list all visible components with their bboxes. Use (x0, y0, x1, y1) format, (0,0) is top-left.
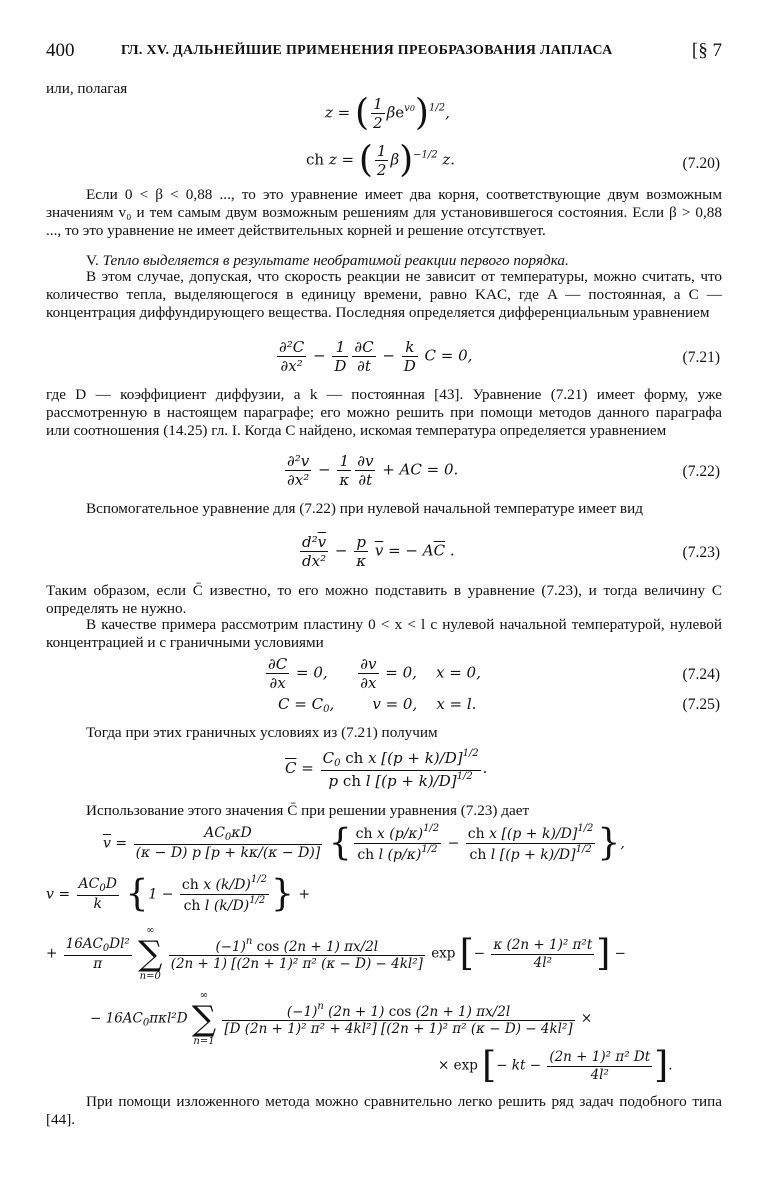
intro-text: или, полагая (46, 80, 128, 97)
equation-7-24: $\frac{\partial C}{\partial x}$ = 0, $\frac{\partial v}{\partial x}$ = 0, x = 0, (268, 655, 481, 692)
equation-number-7-24: (7.24) (682, 666, 720, 683)
paragraph-example: В качестве примера рассмотрим пластину 0 < x < l с нулевой начальной температурой, нулевой концентрацией и с граничными условиями (46, 616, 722, 652)
paragraph-use: Использование этого значения C̄ при решении уравнения (7.23) дает (86, 802, 530, 819)
paragraph-case: В этом случае, допуская, что скорость реакции не зависит от температуры, можно считать, что количество тепла, выделяющегося в единицу времени, равно KAC, где A — постоянная, а C — концентрация диффундирующего вещества. Последняя определяется дифференциальным уравнением (46, 268, 722, 322)
equation-7-22: $\frac{\text{∂²v}}{\text{∂x²}}$ − $\frac{1}{\kappa}$ $\frac{\partial v}{\partial t}$ + AC = 0. (287, 452, 459, 489)
equation-number-7-21: (7.21) (682, 349, 720, 366)
equation-7-21: $\frac{\text{∂²C}}{\text{∂x²}}$ − $\frac{1}{D}$ $\frac{\partial C}{\partial t}$ − $\frac{k}{D}$ C = 0, (279, 338, 473, 375)
paragraph-roots: Если 0 < β < 0,88 ..., то это уравнение имеет два корня, соответствующие двум возможным значениям v₀ и тем самым двум возможным решениям для установившегося состояния. Если β > 0,88 ..., то это уравнение не имеет действительных корней и решение отсутствует. (46, 186, 722, 240)
equation-c-bar: $\overline{C}$ = $\frac{C_0 ch x [(p + k)/D]^{1/2}}{p ch l [(p + k)/D]^{1/2}}$ . (285, 748, 488, 790)
case-v-number: V. (86, 252, 99, 269)
equation-number-7-23: (7.23) (682, 544, 720, 561)
chapter-title: ГЛ. XV. ДАЛЬНЕЙШИЕ ПРИМЕНЕНИЯ ПРЕОБРАЗОВАНИЯ ЛАПЛАСА (121, 43, 613, 58)
equation-number-7-20: (7.20) (682, 155, 720, 172)
paragraph-auxiliary: Вспомогательное уравнение для (7.22) при нулевой начальной температуре имеет вид (86, 500, 643, 517)
paragraph-final: При помощи изложенного метода можно сравнительно легко решить ряд задач подобного типа [44]. (46, 1093, 722, 1129)
running-header (46, 40, 722, 64)
paragraph-known: Таким образом, если C̄ известно, то его можно подставить в уравнение (7.23), и тогда величину C определять не нужно. (46, 582, 722, 618)
equation-v-bar: $\overline{v}$ = $\frac{AC_0\kappa D}{(\kappa - D) p [p + k\kappa/(\kappa - D)]}$ { $\frac{ch x (p/\kappa)^{1/2}}{ch l (p/\kappa)^{1/2}}$ − $\frac{ch x [(p + k)/D]^{1/2}}{ch l [(p + k)/D]^{1/2}}$ }, (103, 822, 625, 864)
paragraph-then: Тогда при этих граничных условиях из (7.21) получим (86, 724, 438, 741)
equation-v-line-4: × exp [− kt − $\frac{\text{(2n + 1)² π² Dt}}{\text{4l²}}$ ]. (438, 1045, 673, 1086)
equation-7-25: $C = C_0$, v = 0, x = l. (278, 695, 477, 715)
equation-v-line-3: − $16AC_0\pi\kappa l^2D$ ∞ ∑ n=1 $\frac{(-1)^n (2n + 1) \cos (2n + 1) \pi x/2l}{\text{[D (2n + 1)² π² + 4kl²] [(2n + 1)² π² (κ − D) − 4kl²]}}$ × (90, 990, 593, 1047)
equation-number-7-22: (7.22) (682, 463, 720, 480)
equation-z: z = ( $\frac{1}{2}$ $\beta e^{v0})^{1/2}$, (325, 92, 450, 134)
case-v-title: Тепло выделяется в результате необратимой реакции первого порядка. (102, 252, 569, 269)
section-mark: [§ 7 (691, 40, 722, 61)
equation-v-line-1: v = $\frac{AC_0D}{k}$ {1 − $\frac{ch x (k/D)^{1/2}}{ch l (k/D)^{1/2}}$ } + (46, 873, 311, 915)
page-number: 400 (46, 40, 75, 61)
equation-number-7-25: (7.25) (682, 696, 720, 713)
equation-7-20: ch z = ( $\frac{1}{2}$ β)$^{-1/2}$ z. (306, 139, 456, 181)
equation-v-line-2: + $\frac{16AC_0Dl^2}{\pi}$ ∞ ∑ n=0 $\frac{(-1)^n \cos (2n + 1) \pi x/2l}{\text{(2n + 1) [(2n + 1)² π² (κ − D) − 4kl²]}}$ exp [− $\frac{\text{κ (2n + 1)² π²t}}{\text{4l²}}$ ] − (46, 925, 626, 982)
paragraph-diffusion: где D — коэффициент диффузии, а k — постоянная [43]. Уравнение (7.21) имеет форму, уже рассмотренную в настоящем параграфе; его можно решить при помощи методов данного параграфа или соотношения (14.25) гл. I. Когда C найдено, искомая температура определяется уравнением (46, 386, 722, 440)
equation-7-23: $\frac{d^2\overline{v}}{\text{dx²}}$ − $\frac{p}{\kappa}$ $\overline{v}$ = − $A\overline{C}$ . (302, 533, 455, 570)
